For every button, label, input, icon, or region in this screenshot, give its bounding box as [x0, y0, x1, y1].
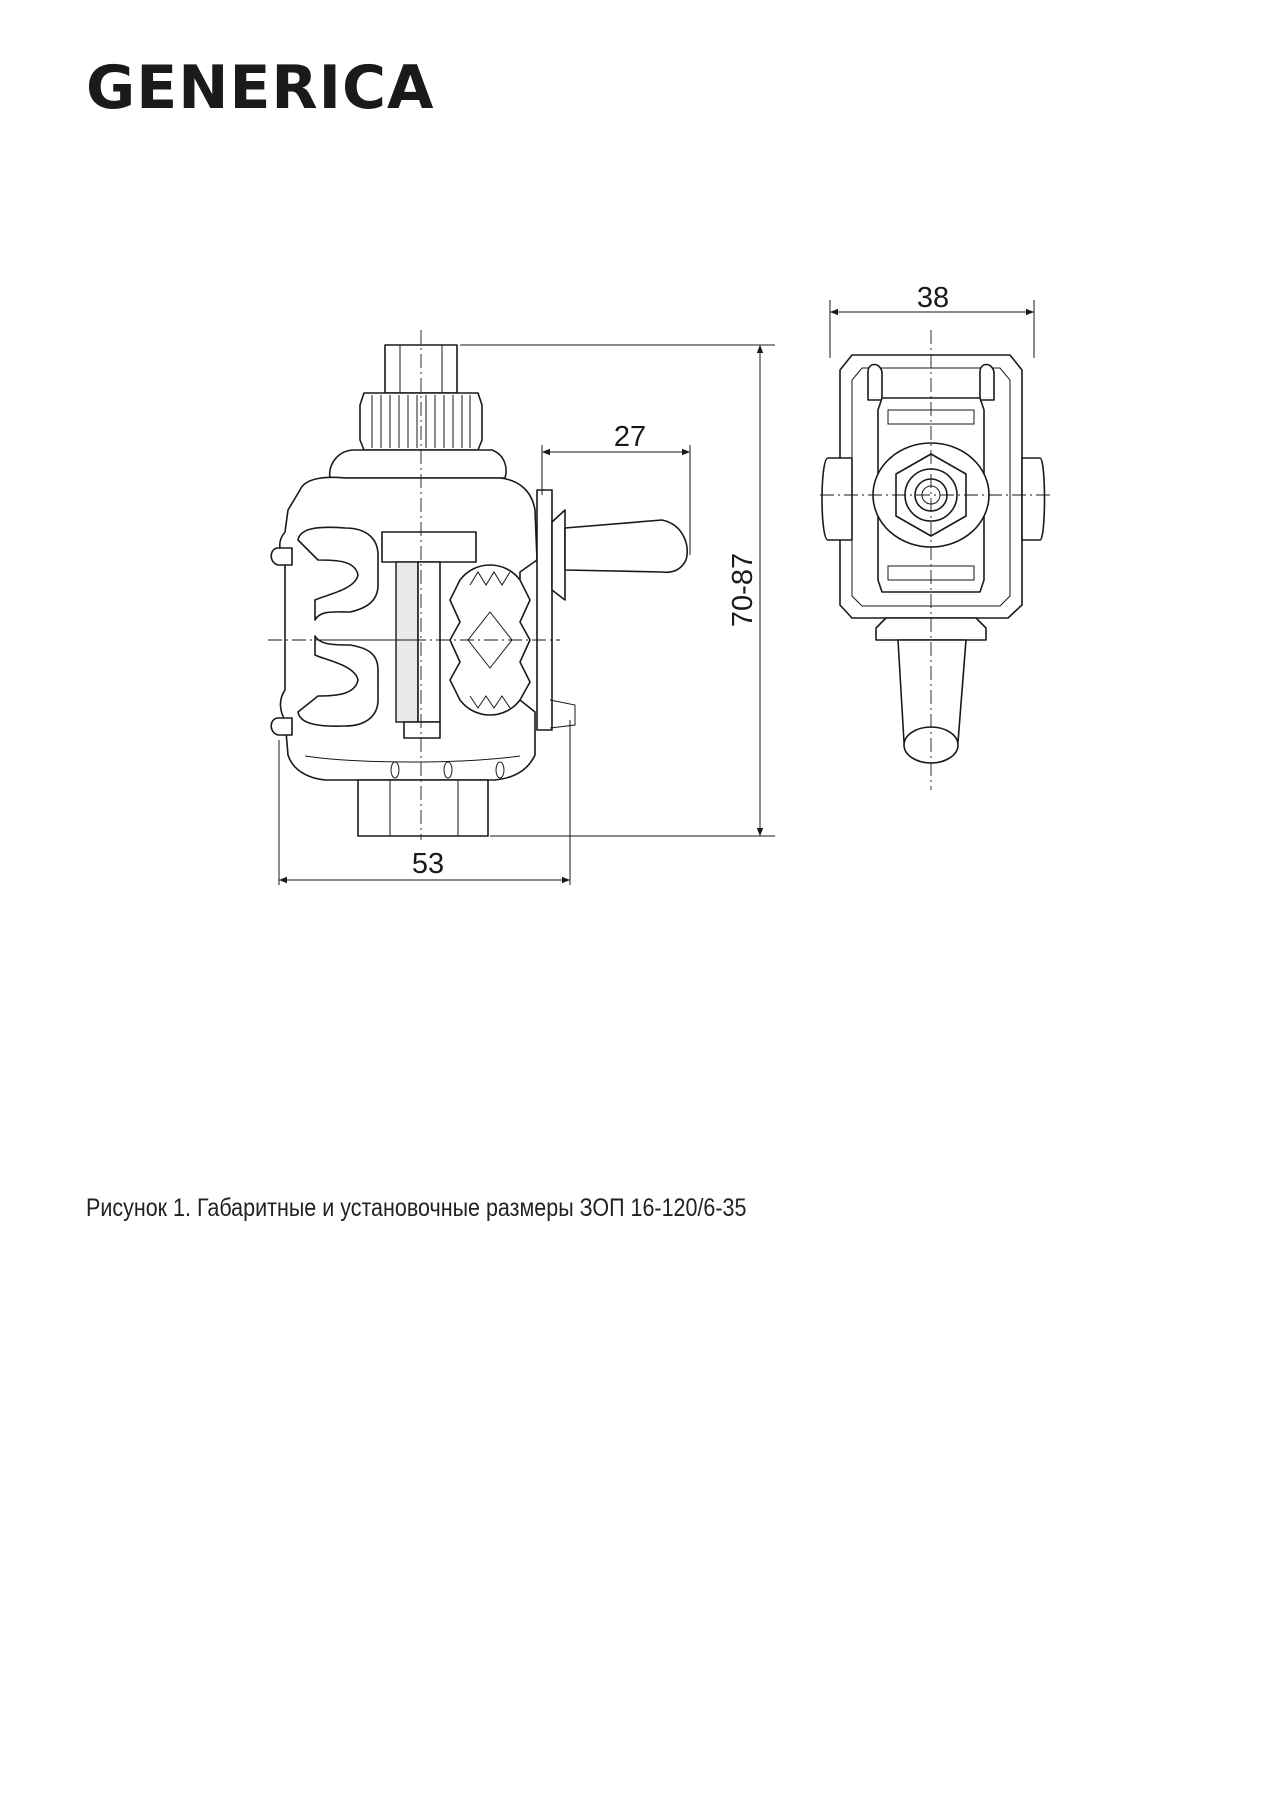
dim-width-side: 38 — [916, 282, 950, 314]
front-view — [268, 330, 687, 840]
side-view — [820, 330, 1050, 790]
dim-height: 70-87 — [727, 552, 759, 628]
dim-width-front: 53 — [411, 848, 445, 880]
logo: GENERICA — [86, 53, 435, 123]
dim-cap-length: 27 — [613, 421, 647, 453]
figure-caption: Рисунок 1. Габаритные и установочные размеры ЗОП 16-120/6-35 — [86, 1194, 747, 1222]
